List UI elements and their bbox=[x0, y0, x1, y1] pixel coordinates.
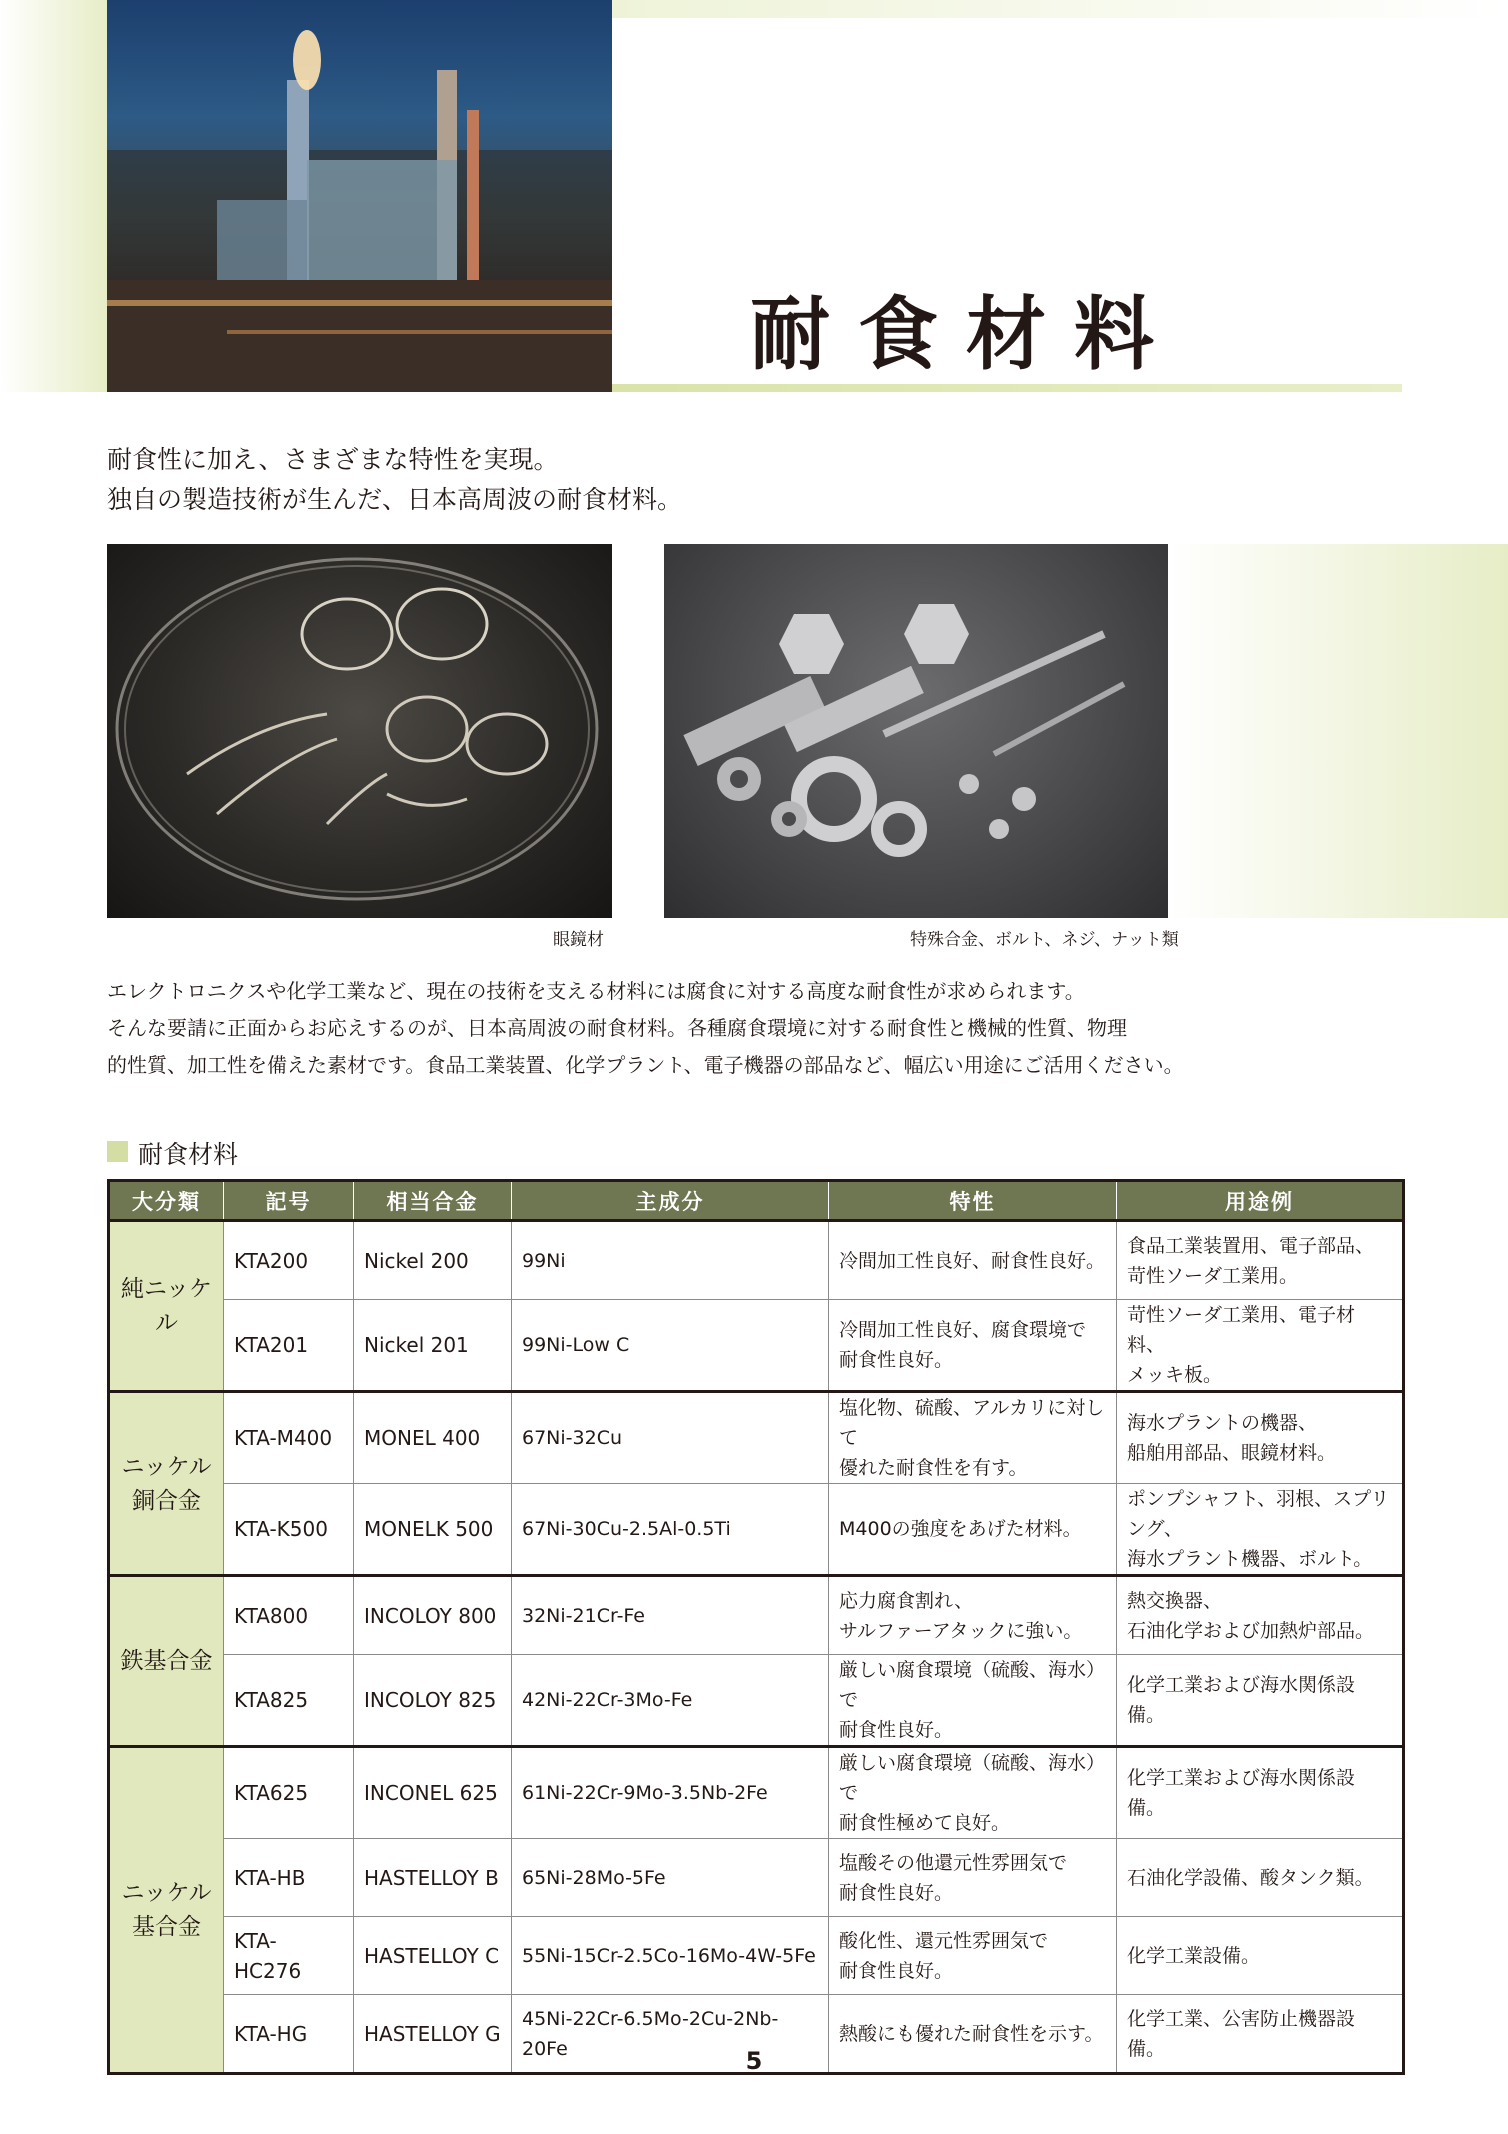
decorative-green-band-left bbox=[0, 0, 107, 392]
header-properties: 特性 bbox=[829, 1181, 1117, 1221]
cell-usage: 化学工業設備。 bbox=[1117, 1917, 1404, 1995]
cell-usage: 石油化学設備、酸タンク類。 bbox=[1117, 1839, 1404, 1917]
cell-alloy: INCOLOY 800 bbox=[354, 1576, 512, 1655]
table-row bbox=[109, 1655, 1404, 1747]
table-row bbox=[109, 1747, 1404, 1839]
cell-code: KTA201 bbox=[224, 1300, 354, 1392]
cell-property: 酸化性、還元性雰囲気で 耐食性良好。 bbox=[829, 1917, 1117, 1995]
tagline-line-1: 耐食性に加え、さまざまな特性を実現。 bbox=[107, 445, 559, 474]
cell-code: KTA200 bbox=[224, 1221, 354, 1300]
intro-paragraph bbox=[107, 973, 1207, 1084]
bolts-illustration bbox=[664, 544, 1168, 918]
intro-line-3: 的性質、加工性を備えた素材です。食品工業装置、化学プラント、電子機器の部品など、幅広い用途にご活用ください。 bbox=[107, 1053, 1184, 1077]
cell-composition: 67Ni-32Cu bbox=[512, 1392, 829, 1484]
cell-code: KTA625 bbox=[224, 1747, 354, 1839]
header-composition: 主成分 bbox=[512, 1181, 829, 1221]
cell-property: 塩化物、硫酸、アルカリに対して 優れた耐食性を有す。 bbox=[829, 1392, 1117, 1484]
plant-illustration bbox=[107, 0, 612, 392]
cell-alloy: MONEL 400 bbox=[354, 1392, 512, 1484]
header-code: 記号 bbox=[224, 1181, 354, 1221]
eyeglass-material-photo bbox=[107, 544, 612, 918]
corrosion-resistant-materials-table bbox=[107, 1179, 1405, 2075]
cell-composition: 55Ni-15Cr-2.5Co-16Mo-4W-5Fe bbox=[512, 1917, 829, 1995]
cell-code: KTA-HG bbox=[224, 1995, 354, 2074]
cell-alloy: Nickel 200 bbox=[354, 1221, 512, 1300]
cell-composition: 99Ni bbox=[512, 1221, 829, 1300]
cell-alloy: MONELK 500 bbox=[354, 1484, 512, 1576]
table-row bbox=[109, 1392, 1404, 1484]
cell-composition: 42Ni-22Cr-3Mo-Fe bbox=[512, 1655, 829, 1747]
cell-code: KTA-M400 bbox=[224, 1392, 354, 1484]
table-row bbox=[109, 1484, 1404, 1576]
tagline-line-2: 独自の製造技術が生んだ、日本高周波の耐食材料。 bbox=[107, 485, 683, 514]
cell-alloy: HASTELLOY C bbox=[354, 1917, 512, 1995]
cell-property: 冷間加工性良好、耐食性良好。 bbox=[829, 1221, 1117, 1300]
cell-composition: 32Ni-21Cr-Fe bbox=[512, 1576, 829, 1655]
industrial-plant-photo bbox=[107, 0, 612, 392]
cell-composition: 45Ni-22Cr-6.5Mo-2Cu-2Nb-20Fe bbox=[512, 1995, 829, 2074]
cell-usage: 化学工業および海水関係設備。 bbox=[1117, 1655, 1404, 1747]
cell-composition: 99Ni-Low C bbox=[512, 1300, 829, 1392]
cell-usage: 化学工業および海水関係設備。 bbox=[1117, 1747, 1404, 1839]
cell-alloy: Nickel 201 bbox=[354, 1300, 512, 1392]
decorative-green-strip-top bbox=[612, 0, 1508, 18]
cell-property: 熱酸にも優れた耐食性を示す。 bbox=[829, 1995, 1117, 2074]
cell-alloy: INCOLOY 825 bbox=[354, 1655, 512, 1747]
cell-usage: 海水プラントの機器、 船舶用部品、眼鏡材料。 bbox=[1117, 1392, 1404, 1484]
title-underline bbox=[612, 384, 1402, 392]
cell-alloy: INCONEL 625 bbox=[354, 1747, 512, 1839]
cell-code: KTA-HC276 bbox=[224, 1917, 354, 1995]
materials-table-container bbox=[107, 1179, 1405, 2075]
table-header-row bbox=[109, 1181, 1404, 1221]
cell-property: M400の強度をあげた材料。 bbox=[829, 1484, 1117, 1576]
cell-code: KTA-K500 bbox=[224, 1484, 354, 1576]
cell-property: 厳しい腐食環境（硫酸、海水）で 耐食性良好。 bbox=[829, 1655, 1117, 1747]
cell-category: ニッケル 基合金 bbox=[109, 1747, 224, 2074]
page-number: 5 bbox=[745, 2047, 763, 2075]
cell-property: 塩酸その他還元性雰囲気で 耐食性良好。 bbox=[829, 1839, 1117, 1917]
section-marker bbox=[107, 1141, 128, 1162]
cell-alloy: HASTELLOY G bbox=[354, 1995, 512, 2074]
section-title: 耐食材料 bbox=[138, 1140, 239, 1169]
tagline bbox=[107, 440, 682, 520]
cell-composition: 65Ni-28Mo-5Fe bbox=[512, 1839, 829, 1917]
photo-caption-glasses: 眼鏡材 bbox=[553, 930, 604, 950]
table-body bbox=[109, 1221, 1404, 2074]
cell-property: 厳しい腐食環境（硫酸、海水）で 耐食性極めて良好。 bbox=[829, 1747, 1117, 1839]
photo-caption-bolts: 特殊合金、ボルト、ネジ、ナット類 bbox=[910, 930, 1179, 950]
cell-property: 冷間加工性良好、腐食環境で 耐食性良好。 bbox=[829, 1300, 1117, 1392]
cell-code: KTA800 bbox=[224, 1576, 354, 1655]
intro-line-1: エレクトロニクスや化学工業など、現在の技術を支える材料には腐食に対する高度な耐食性が求められます。 bbox=[107, 979, 1085, 1003]
cell-property: 応力腐食割れ、 サルファーアタックに強い。 bbox=[829, 1576, 1117, 1655]
cell-usage: 化学工業、公害防止機器設備。 bbox=[1117, 1995, 1404, 2074]
table-row bbox=[109, 1300, 1404, 1392]
intro-line-2: そんな要請に正面からお応えするのが、日本高周波の耐食材料。各種腐食環境に対する耐食性と機械的性質、物理 bbox=[107, 1016, 1127, 1040]
header-equivalent-alloy: 相当合金 bbox=[354, 1181, 512, 1221]
table-row bbox=[109, 1917, 1404, 1995]
table-row bbox=[109, 1576, 1404, 1655]
eyeglass-illustration bbox=[107, 544, 612, 918]
cell-category: 鉄基合金 bbox=[109, 1576, 224, 1747]
cell-composition: 67Ni-30Cu-2.5Al-0.5Ti bbox=[512, 1484, 829, 1576]
cell-composition: 61Ni-22Cr-9Mo-3.5Nb-2Fe bbox=[512, 1747, 829, 1839]
decorative-green-band-right bbox=[1168, 544, 1508, 918]
cell-usage: 食品工業装置用、電子部品、 苛性ソーダ工業用。 bbox=[1117, 1221, 1404, 1300]
cell-usage: 熱交換器、 石油化学および加熱炉部品。 bbox=[1117, 1576, 1404, 1655]
cell-alloy: HASTELLOY B bbox=[354, 1839, 512, 1917]
table-row bbox=[109, 1839, 1404, 1917]
bolts-screws-nuts-photo bbox=[664, 544, 1168, 918]
cell-code: KTA-HB bbox=[224, 1839, 354, 1917]
cell-category: ニッケル 銅合金 bbox=[109, 1392, 224, 1576]
cell-category: 純ニッケル bbox=[109, 1221, 224, 1392]
cell-usage: ポンプシャフト、羽根、スプリング、 海水プラント機器、ボルト。 bbox=[1117, 1484, 1404, 1576]
header-usage: 用途例 bbox=[1117, 1181, 1404, 1221]
cell-code: KTA825 bbox=[224, 1655, 354, 1747]
page-title: 耐食材料 bbox=[750, 288, 1182, 381]
cell-usage: 苛性ソーダ工業用、電子材料、 メッキ板。 bbox=[1117, 1300, 1404, 1392]
header-category: 大分類 bbox=[109, 1181, 224, 1221]
table-row bbox=[109, 1221, 1404, 1300]
